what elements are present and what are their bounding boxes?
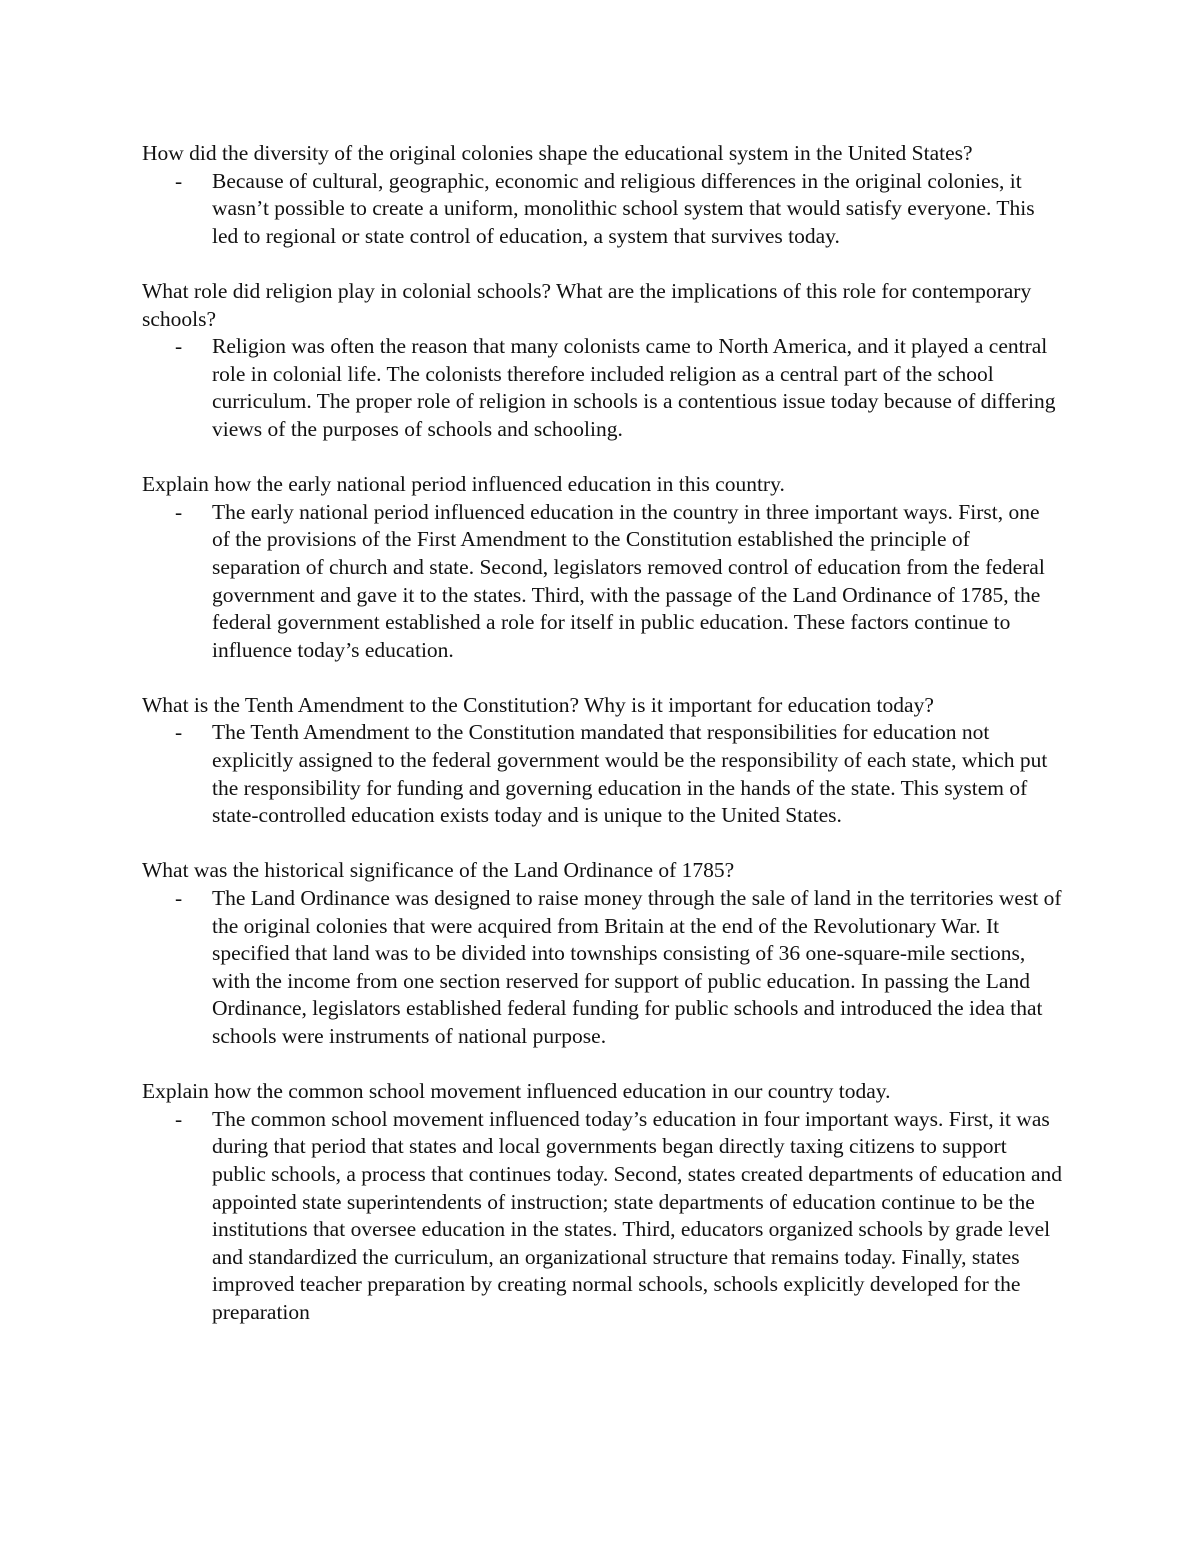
- qa-section-4: [142, 692, 1062, 830]
- answer-item: [142, 885, 1062, 1051]
- question-text: How did the diversity of the original colonies shape the educational system in the United States?: [142, 141, 973, 165]
- dash-bullet: -: [175, 1106, 183, 1131]
- dash-bullet: -: [175, 720, 183, 745]
- question-text: What is the Tenth Amendment to the Constitution? Why is it important for education today?: [142, 692, 934, 717]
- answer-text: The Land Ordinance was designed to raise money through the sale of land in the territories west of the original colonies that were acquired from Britain at the end of the Revolutionary War. It specified that land was to be divided into townships consisting of 36 one-square-mile sections, with the income from one section reserved for support of public education. In passing the Land Ordinance, legislators established federal funding for public schools and introduced the idea that schools were instruments of national purpose.: [212, 886, 1062, 1048]
- question-text: Explain how the common school movement influenced education in our country today.: [142, 1079, 891, 1104]
- answer-item: [142, 333, 1062, 443]
- answer-text: The common school movement influenced today’s education in four important ways. First, it was during that period that states and local governments began directly taxing citizens to support public schools, a process that continues today. Second, states created departments of education and appointed state superintendents of instruction; state departments of education continue to be the institutions that oversee education in the states. Third, educators organized schools by grade level and standardized the curriculum, an organizational structure that remains today. Finally, states improved teacher preparation by creating normal schools, schools explicitly developed for the preparation: [212, 1106, 1062, 1324]
- document-body: [142, 140, 1062, 1354]
- dash-bullet: -: [175, 168, 183, 193]
- qa-section-3: [142, 471, 1062, 664]
- answer-item: [142, 168, 1062, 251]
- question-text: What role did religion play in colonial schools? What are the implications of this role for contemporary schools?: [142, 278, 1032, 331]
- qa-section-5: [142, 857, 1062, 1050]
- answer-item: [142, 499, 1062, 665]
- answer-item: [142, 719, 1062, 829]
- answer-item: [142, 1106, 1062, 1327]
- dash-bullet: -: [175, 886, 183, 911]
- dash-bullet: -: [175, 499, 183, 524]
- answer-text: The early national period influenced education in the country in three important ways. First, one of the provisions of the First Amendment to the Constitution established the principle of separation of church and state. Second, legislators removed control of education from the federal government and gave it to the states. Third, with the passage of the Land Ordinance of 1785, the federal government established a role for itself in public education. These factors continue to influence today’s education.: [212, 499, 1045, 662]
- qa-section-6: [142, 1078, 1062, 1326]
- qa-section-2: [142, 278, 1062, 444]
- question-text: What was the historical significance of the Land Ordinance of 1785?: [142, 858, 735, 883]
- dash-bullet: -: [175, 334, 183, 359]
- question-text: Explain how the early national period influenced education in this country.: [142, 472, 785, 497]
- answer-text: Religion was often the reason that many colonists came to North America, and it played a central role in colonial life. The colonists therefore included religion as a central part of the school curriculum. The proper role of religion in schools is a contentious issue today because of differing views of the purposes of schools and schooling.: [212, 334, 1056, 441]
- qa-section-1: [142, 140, 1062, 250]
- answer-text: Because of cultural, geographic, economic and religious differences in the original colonies, it wasn’t possible to create a uniform, monolithic school system that would satisfy everyone. This led to regional or state control of education, a system that survives today.: [212, 168, 1035, 248]
- answer-text: The Tenth Amendment to the Constitution mandated that responsibilities for education not explicitly assigned to the federal government would be the responsibility of each state, which put the responsibility for funding and governing education in the hands of the state. This system of state-controlled education exists today and is unique to the United States.: [212, 720, 1048, 828]
